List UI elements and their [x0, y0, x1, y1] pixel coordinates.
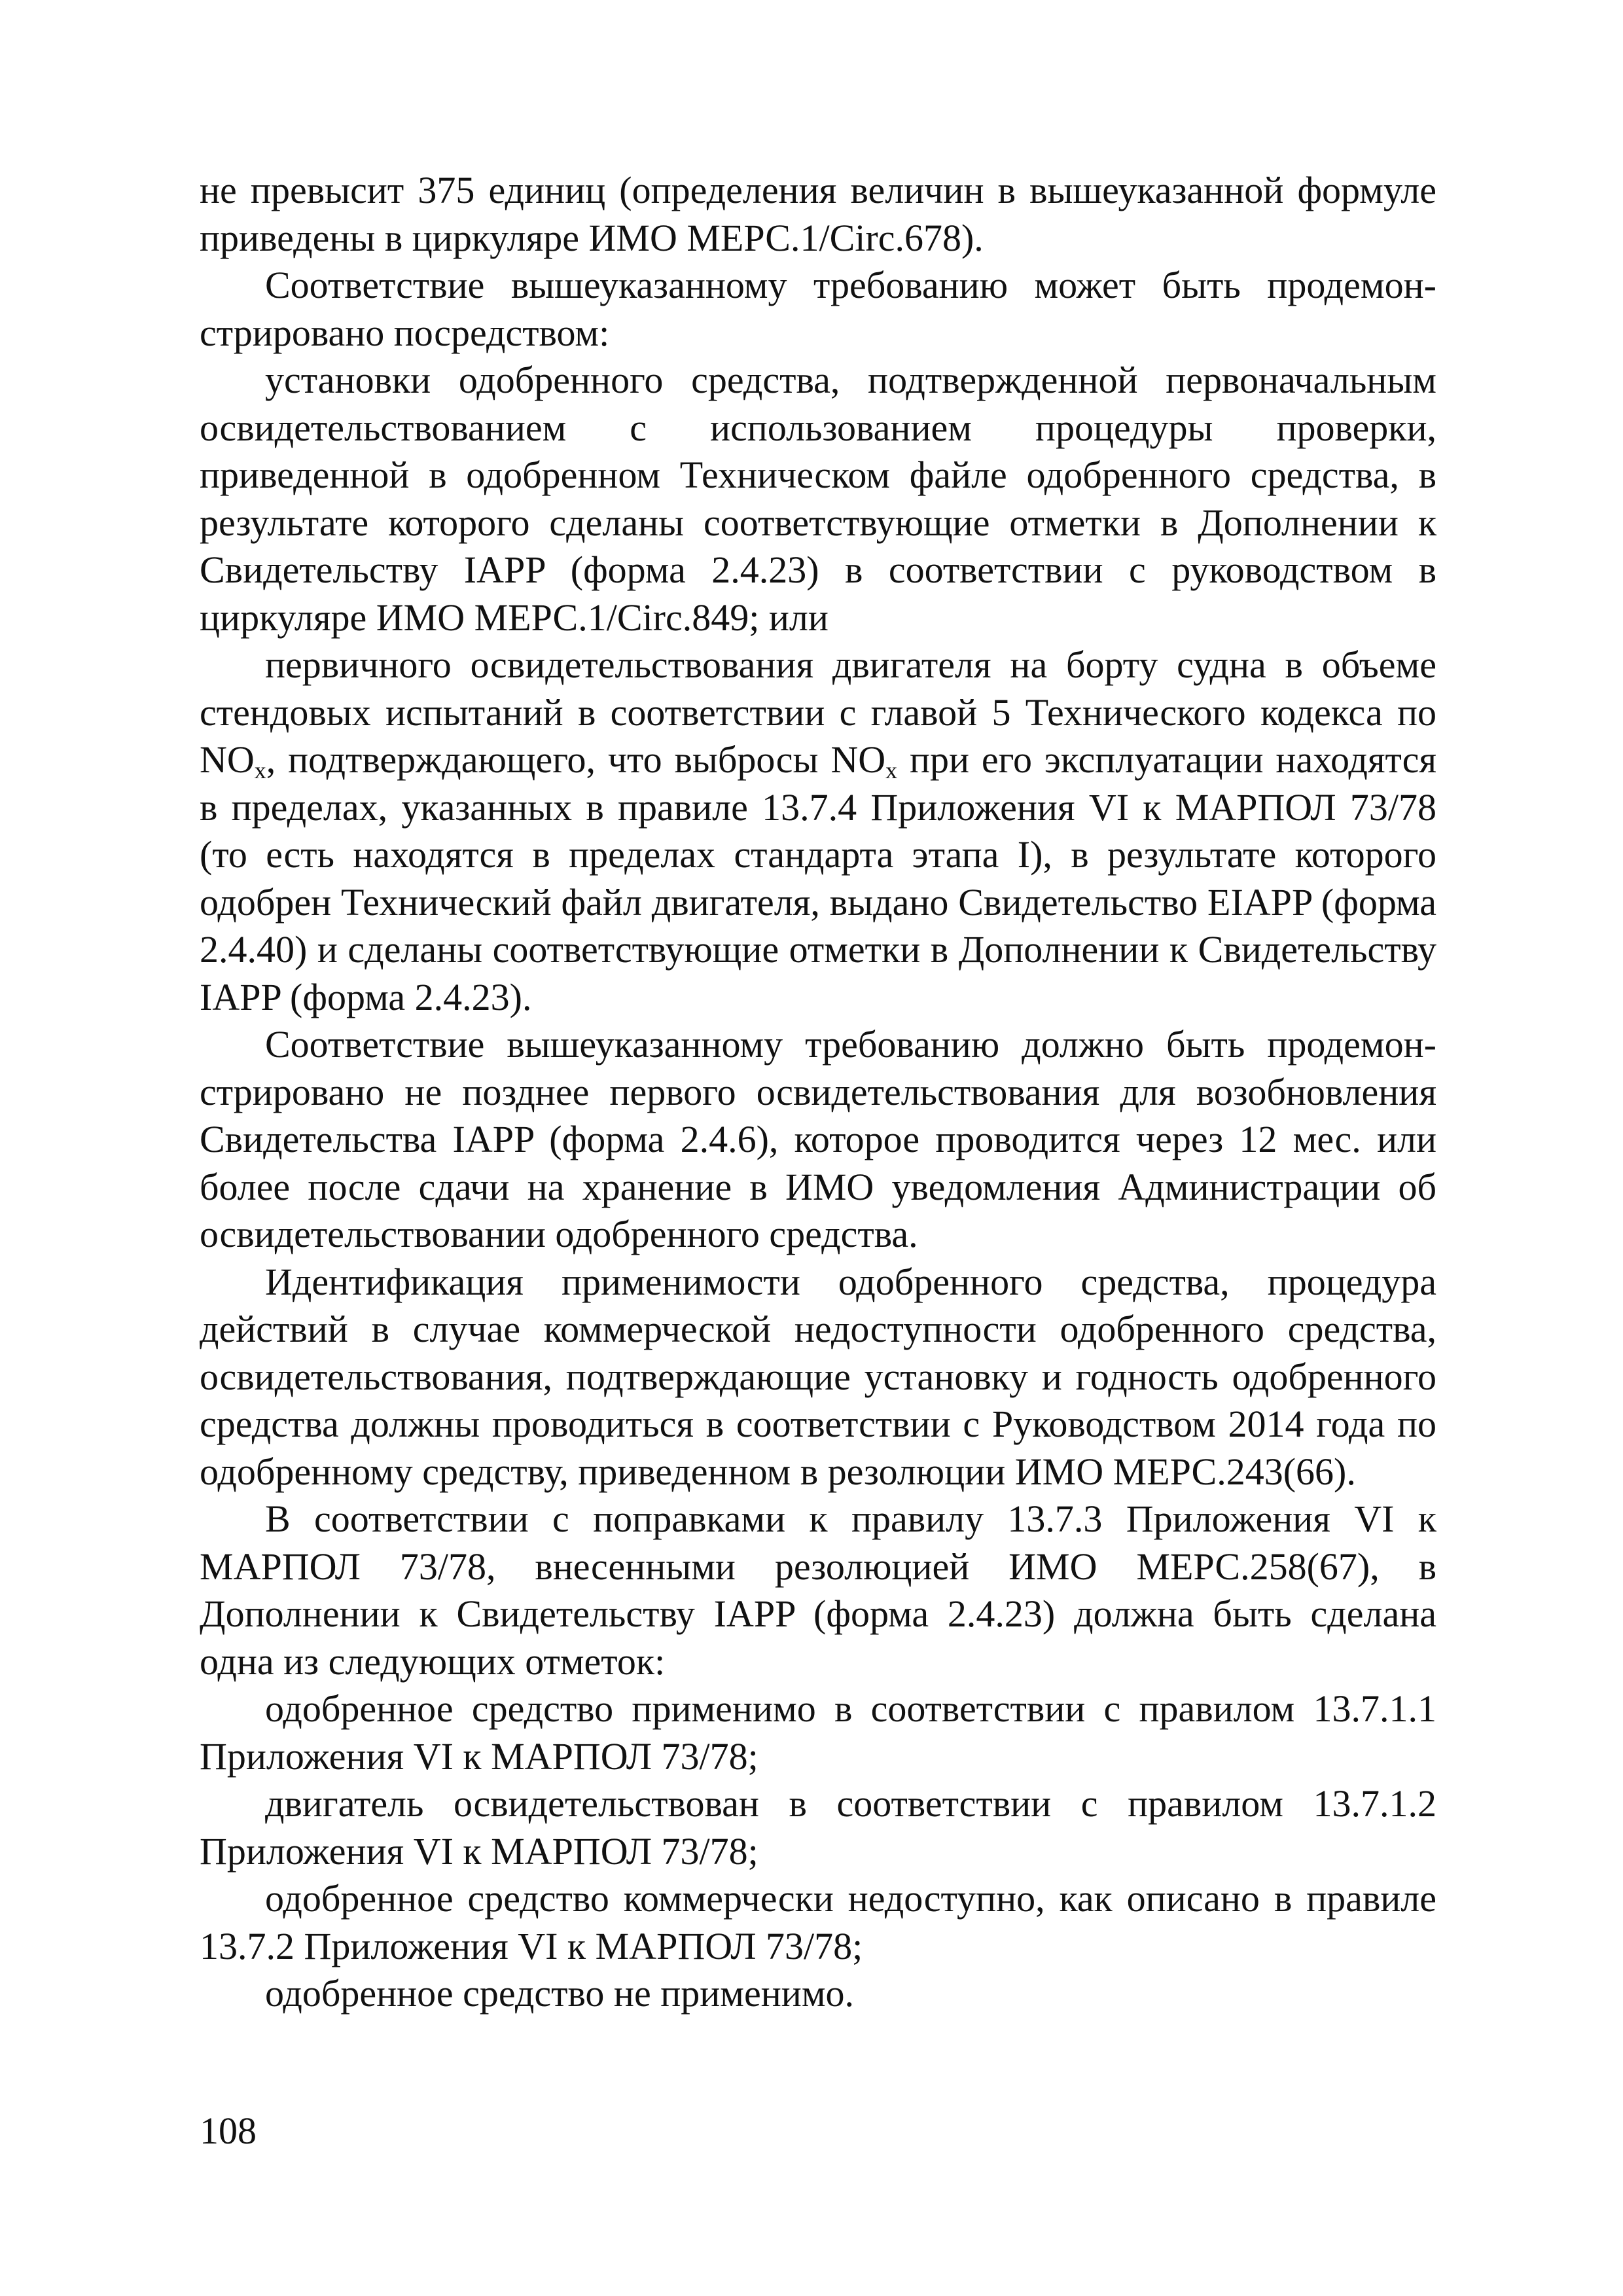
paragraph-10	[200, 1875, 1436, 1970]
text-run: одобренное средство не применимо.	[265, 1972, 855, 2015]
page-number: 108	[200, 2109, 257, 2152]
text-run: Соответствие вышеуказанному требованию должно быть продемонстрировано не позднее первого освидетельствования для возобновления Свидетельства IAPP (форма 2.4.6), которое проводится через 12 мес. или более после сдачи на хранение в ИМО уведомления Администрации об освидетельствовании одобренного средства.	[200, 1023, 1436, 1255]
paragraph-9	[200, 1780, 1436, 1875]
paragraph-5	[200, 1021, 1436, 1259]
page-body	[200, 167, 1436, 2018]
paragraph-8	[200, 1685, 1436, 1780]
paragraph-2	[200, 262, 1436, 357]
paragraph-4	[200, 641, 1436, 1021]
subscript-x: x	[254, 757, 266, 783]
text-run: первичного освидетельствования двигателя на борту судна в объеме стендовых испытаний в соответствии с главой 5 Технического кодекса по NO	[200, 643, 1436, 781]
paragraph-6	[200, 1259, 1436, 1496]
text-run: одобренное средство коммерчески недоступно, как описано в правиле 13.7.2 Приложения VI к МАРПОЛ 73/78;	[200, 1877, 1436, 1967]
text-run: В соответствии с поправками к правилу 13.7.3 Приложения VI к МАРПОЛ 73/78, внесенными резолюцией ИМО МЕРС.258(67), в Дополнении к Свидетельству IAPP (форма 2.4.23) должна быть сделана одна из следующих отметок:	[200, 1498, 1436, 1683]
paragraph-7	[200, 1496, 1436, 1685]
text-run: не превысит 375 единиц (определения величин в вышеуказанной формуле приведены в циркуляре ИМО МЕРС.1/Circ.678).	[200, 169, 1436, 259]
text-run: Идентификация применимости одобренного средства, процедура действий в случае коммерческой недоступности одобренного средства, освидетельствования, подтверждающие установку и годность одобренного средства должны проводиться в соответствии с Руководством 2014 года по одобренному средству, приведенном в резолюции ИМО МЕРС.243(66).	[200, 1260, 1436, 1493]
text-run: двигатель освидетельствован в соответствии с правилом 13.7.1.2 Приложения VI к МАРПОЛ 73/78;	[200, 1782, 1436, 1873]
text-run: , подтверждающего, что выбросы NO	[266, 738, 886, 781]
text-run: установки одобренного средства, подтвержденной первоначальным освидетельствованием с использованием процедуры проверки, приведенной в одобренном Техническом файле одобренного средства, в результате которого сделаны соответствующие отметки в Дополнении к Свидетельству IAPP (форма 2.4.23) в соответствии с руководством в циркуляре ИМО МЕРС.1/Circ.849; или	[200, 359, 1436, 639]
subscript-x: x	[885, 757, 898, 783]
text-run: Соответствие вышеуказанному требованию может быть продемонстрировано посредством:	[200, 264, 1436, 354]
paragraph-1	[200, 167, 1436, 262]
paragraph-11	[200, 1970, 1436, 2018]
paragraph-3	[200, 357, 1436, 641]
text-run: при его эксплуатации находятся в пределах, указанных в правиле 13.7.4 Приложения VI к МАРПОЛ 73/78 (то есть находятся в пределах стандарта этапа I), в результате которого одобрен Технический файл двигателя, выдано Свидетельство EIAPP (форма 2.4.40) и сделаны соответствующие отметки в Дополнении к Свидетельству IAPP (форма 2.4.23).	[200, 738, 1437, 1018]
text-run: одобренное средство применимо в соответствии с правилом 13.7.1.1 Приложения VI к МАРПОЛ 73/78;	[200, 1687, 1436, 1778]
